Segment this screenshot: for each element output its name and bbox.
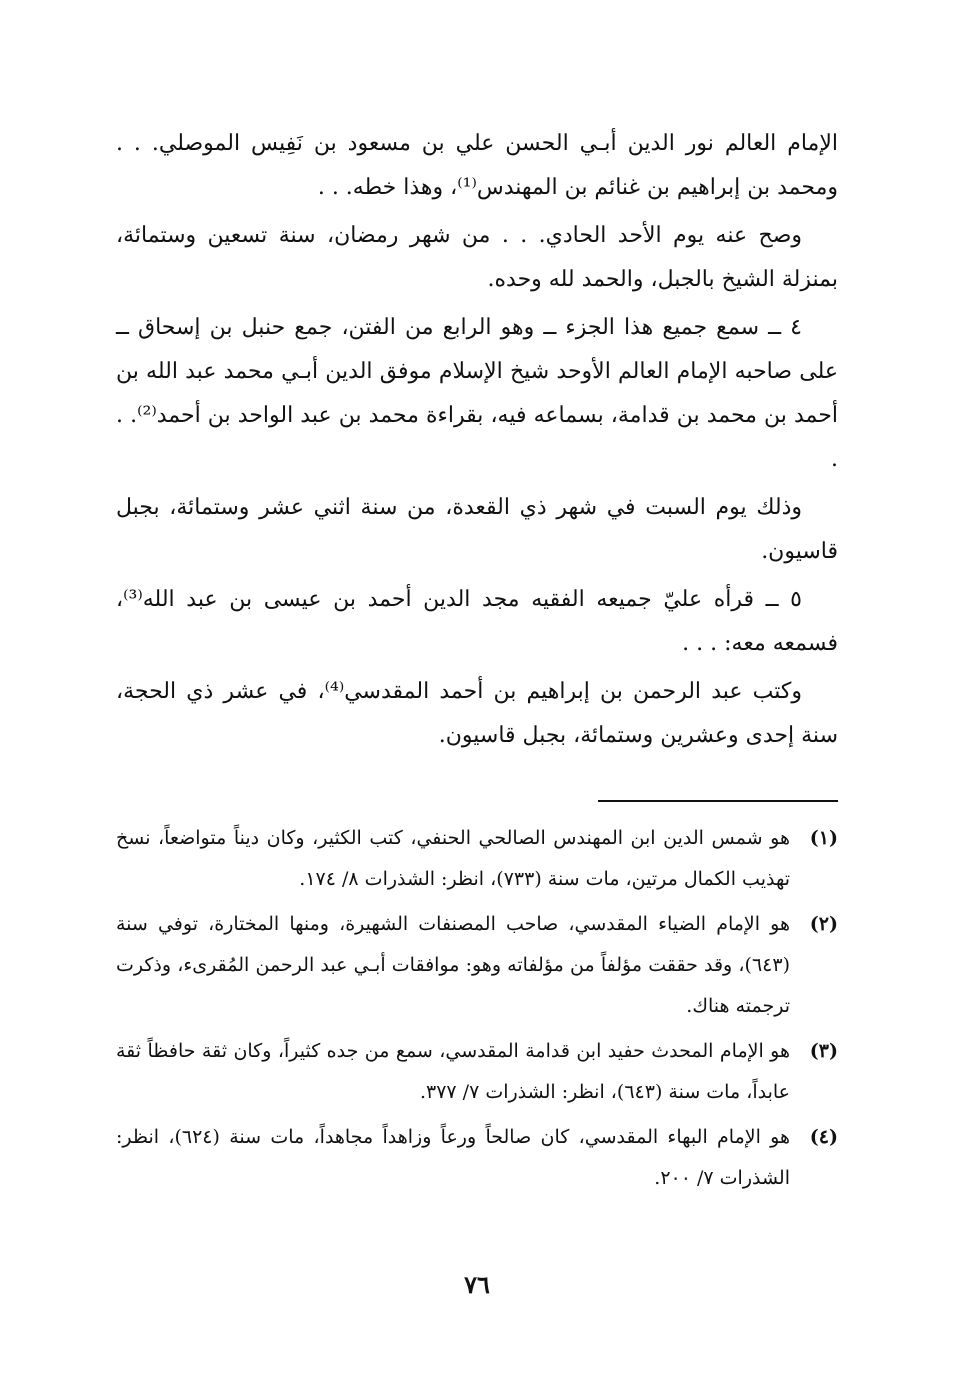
paragraph-6: وكتب عبد الرحمن بن إبراهيم بن أحمد المقدسي⁽⁴⁾، في عشر ذي الحجة، سنة إحدى وعشرين وستمائة، بجبل قاسيون. bbox=[116, 679, 838, 748]
footnote-number: (٣) bbox=[809, 1040, 838, 1062]
footnote-2 bbox=[116, 904, 838, 1027]
main-text bbox=[116, 122, 838, 758]
footnote-separator bbox=[598, 800, 838, 802]
footnote-1 bbox=[116, 818, 838, 900]
footnote-text: هو شمس الدين ابن المهندس الصالحي الحنفي، كتب الكثير، وكان ديناً متواضعاً، نسخ تهذيب الكمال مرتين، مات سنة (٧٣٣)، انظر: الشذرات ٨/ ١٧٤. bbox=[116, 827, 790, 890]
paragraph-3: ٤ ــ سمع جميع هذا الجزء ــ وهو الرابع من الفتن، جمع حنبل بن إسحاق ــ على صاحبه الإمام العالم الأوحد شيخ الإسلام موفق الدين أبـي محمد عبد الله بن أحمد بن محمد بن قدامة، بسماعه فيه، بقراءة محمد بن عبد الواحد بن أحمد⁽²⁾. . . bbox=[116, 315, 838, 472]
paragraph-5: ٥ ــ قرأه عليّ جميعه الفقيه مجد الدين أحمد بن عيسى بن عبد الله⁽³⁾، فسمعه معه: . . . bbox=[116, 587, 838, 656]
footnote-number: (١) bbox=[809, 827, 838, 849]
footnote-number: (٢) bbox=[809, 913, 838, 935]
page-number: ٧٦ bbox=[464, 1270, 490, 1299]
footnote-text: هو الإمام المحدث حفيد ابن قدامة المقدسي، سمع من جده كثيراً، وكان ثقة حافظاً ثقة عابداً، مات سنة (٦٤٣)، انظر: الشذرات ٧/ ٣٧٧. bbox=[116, 1040, 790, 1103]
paragraph-2: وصح عنه يوم الأحد الحادي. . . من شهر رمضان، سنة تسعين وستمائة، بمنزلة الشيخ بالجبل، والحمد لله وحده. bbox=[116, 223, 838, 292]
paragraph-4: وذلك يوم السبت في شهر ذي القعدة، من سنة اثني عشر وستمائة، بجبل قاسيون. bbox=[116, 495, 838, 564]
footnote-text: هو الإمام البهاء المقدسي، كان صالحاً ورعاً وزاهداً مجاهداً، مات سنة (٦٢٤)، انظر: الشذرات ٧/ ٢٠٠. bbox=[116, 1126, 791, 1189]
footnote-4 bbox=[116, 1117, 838, 1199]
footnote-3 bbox=[116, 1031, 838, 1113]
footnote-number: (٤) bbox=[809, 1126, 838, 1148]
footnote-text: هو الإمام الضياء المقدسي، صاحب المصنفات الشهيرة، ومنها المختارة، توفي سنة (٦٤٣)، وقد حققت مؤلفاً من مؤلفاته وهو: موافقات أبـي عبد الرحمن المُقرىء، وذكرت ترجمته هناك. bbox=[116, 913, 790, 1017]
paragraph-1: الإمام العالم نور الدين أبـي الحسن علي بن مسعود بن نَفِيس الموصلي. . . ومحمد بن إبراهيم بن غنائم بن المهندس⁽¹⁾، وهذا خطه. . . bbox=[116, 131, 838, 200]
